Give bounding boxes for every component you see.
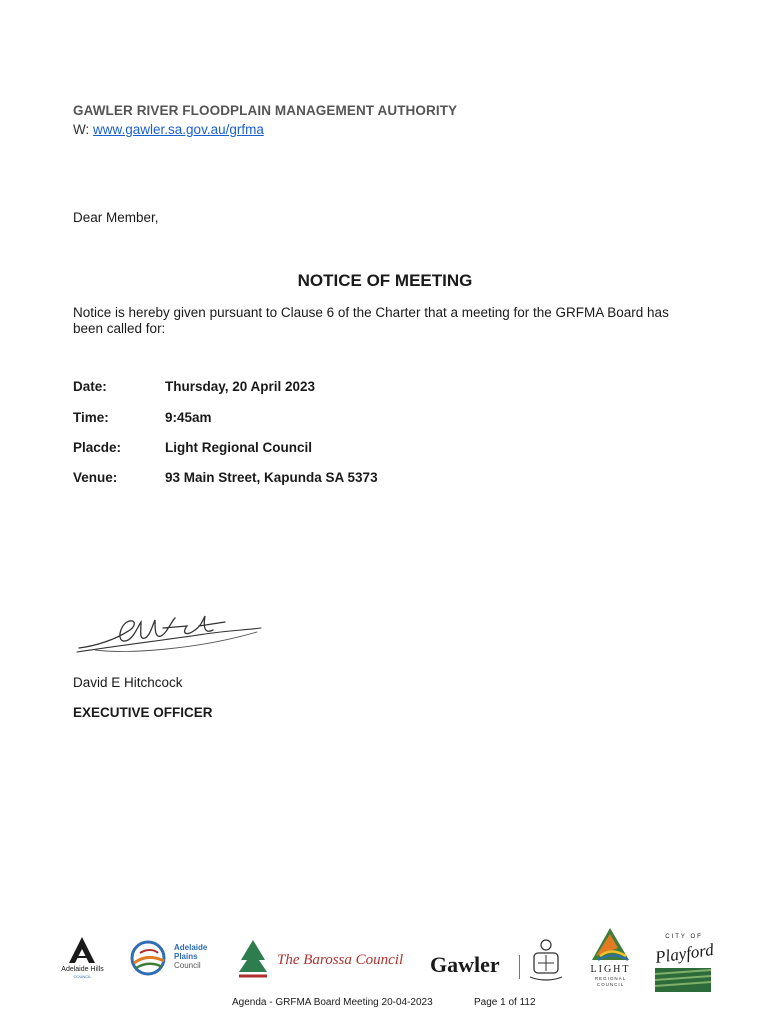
gawler-logo	[430, 952, 520, 982]
adelaide-plains-icon	[128, 939, 168, 977]
light-name: LIGHT	[590, 964, 631, 975]
playford-name: Playford	[653, 940, 715, 968]
light-regional: REGIONAL	[594, 976, 627, 981]
light-council: COUNCIL	[596, 982, 625, 987]
handwritten-signature	[75, 608, 265, 658]
adelaide-hills-logo	[55, 935, 110, 983]
signatory-role: EXECUTIVE OFFICER	[73, 705, 213, 720]
gawler-crest-icon	[526, 937, 566, 983]
adelaide-plains-logo	[128, 939, 218, 977]
footer-document-title: Agenda - GRFMA Board Meeting 20-04-2023	[232, 997, 433, 1008]
adelaide-hills-sub: COUNCIL	[73, 974, 92, 979]
time-value: 9:45am	[165, 410, 212, 425]
adelaide-hills-icon	[55, 935, 110, 965]
organization-name: GAWLER RIVER FLOODPLAIN MANAGEMENT AUTHORITY	[73, 103, 458, 118]
venue-value: 93 Main Street, Kapunda SA 5373	[165, 470, 378, 485]
gawler-name: Gawler	[430, 952, 500, 977]
place-label: Placde:	[73, 440, 122, 455]
barossa-tree-icon	[235, 938, 271, 980]
adelaide-plains-line1: Adelaide	[174, 943, 208, 952]
intro-paragraph: Notice is hereby given pursuant to Clause 6 of the Charter that a meeting for the GRFMA Board has been called for:	[73, 305, 669, 336]
playford-fields-icon	[655, 968, 711, 992]
greeting: Dear Member,	[73, 210, 159, 225]
city-of-playford-logo	[651, 934, 717, 994]
date-label: Date:	[73, 379, 107, 394]
adelaide-plains-line3: Council	[174, 961, 201, 970]
adelaide-plains-line2: Plains	[174, 952, 198, 961]
light-regional-logo	[588, 926, 633, 988]
barossa-council-name: The Barossa Council	[277, 952, 404, 968]
time-label: Time:	[73, 410, 109, 425]
venue-label: Venue:	[73, 470, 118, 485]
website-line	[73, 122, 264, 137]
notice-title: NOTICE OF MEETING	[297, 271, 473, 290]
barossa-council-logo	[235, 938, 415, 980]
place-value: Light Regional Council	[165, 440, 312, 455]
light-regional-icon	[588, 926, 633, 962]
website-prefix: W:	[73, 122, 90, 137]
signatory-name: David E Hitchcock	[73, 675, 183, 690]
website-link[interactable]: www.gawler.sa.gov.au/grfma	[93, 122, 264, 137]
footer-page-number: Page 1 of 112	[474, 997, 536, 1008]
playford-city-of: CITY OF	[665, 934, 703, 940]
adelaide-hills-name: Adelaide Hills	[61, 966, 104, 973]
gawler-divider	[519, 955, 520, 979]
date-value: Thursday, 20 April 2023	[165, 379, 316, 394]
